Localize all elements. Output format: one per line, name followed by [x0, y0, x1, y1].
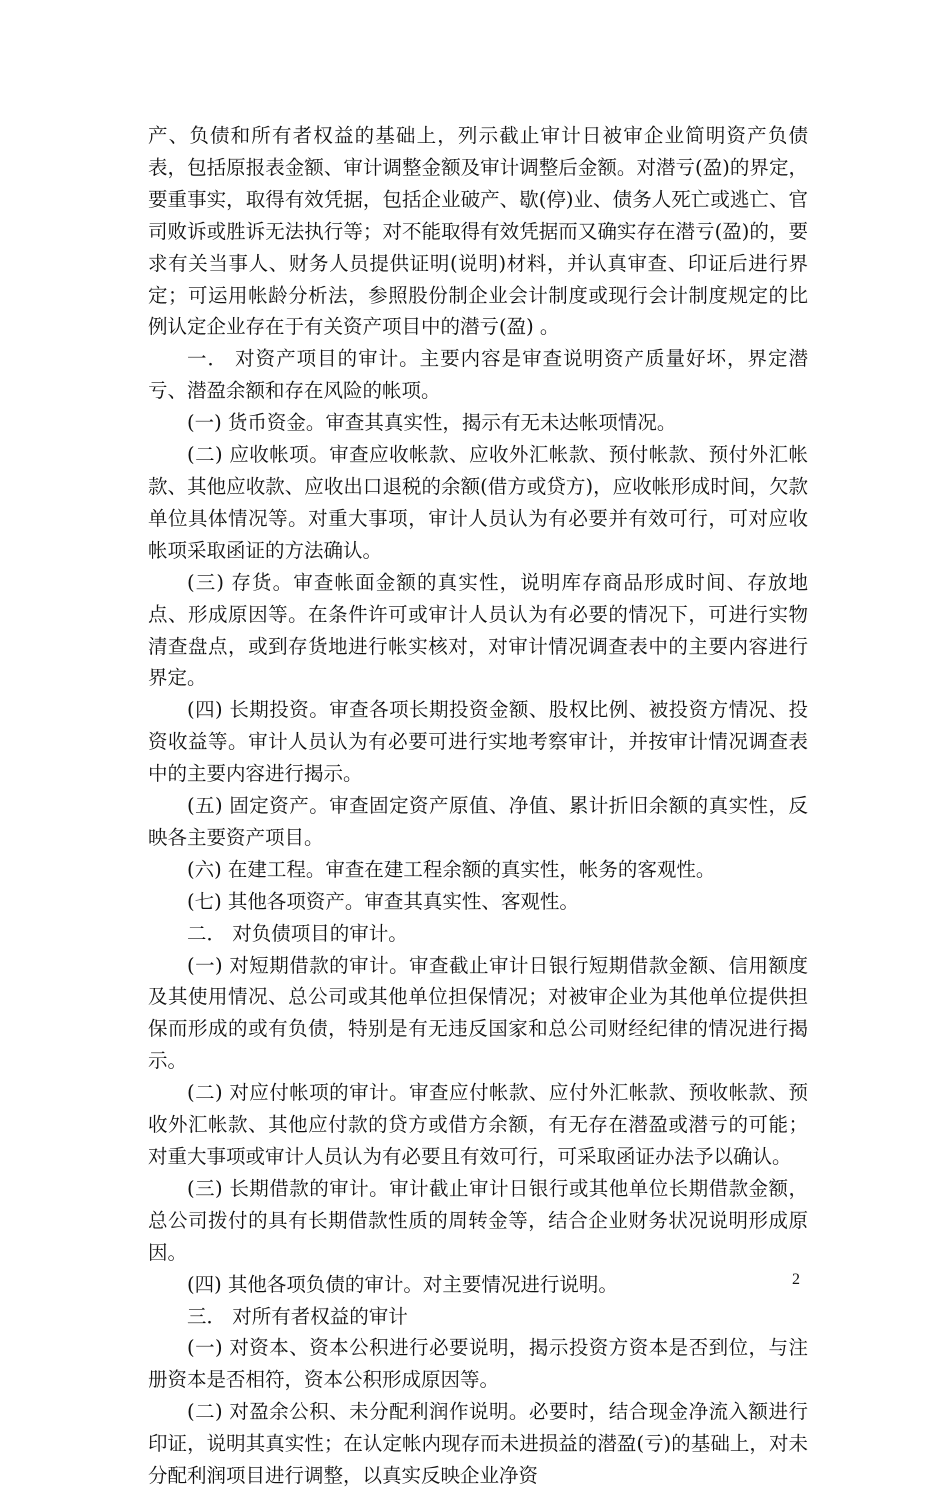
- heading-equity-audit: 三． 对所有者权益的审计: [187, 1304, 408, 1328]
- heading-asset-audit: 一． 对资产项目的审计。主要内容是审查说明资产质量好坏，界定潜亏、潜盈余额和存在风险的帐项。: [148, 347, 808, 403]
- item-capital: (一) 对资本、资本公积进行必要说明，揭示投资方资本是否到位，与注册资本是否相符，资本公积形成原因等。: [148, 1336, 808, 1392]
- item-other-liabilities: (四) 其他各项负债的审计。对主要情况进行说明。: [187, 1272, 618, 1296]
- item-long-term-investment: (四) 长期投资。审查各项长期投资金额、股权比例、被投资方情况、投资收益等。审计人员认为有必要可进行实地考察审计，并按审计情况调查表中的主要内容进行揭示。: [148, 698, 808, 786]
- heading-liability-audit: 二． 对负债项目的审计。: [187, 921, 408, 945]
- item-long-term-loans: (三) 长期借款的审计。审计截止审计日银行或其他单位长期借款金额，总公司拨付的具有长期借款性质的周转金等，结合企业财务状况说明形成原因。: [148, 1176, 808, 1264]
- item-receivables: (二) 应收帐项。审查应收帐款、应收外汇帐款、预付帐款、预付外汇帐款、其他应收款、应收出口退税的余额(借方或贷方)，应收帐形成时间，欠款单位具体情况等。对重大事项，审计人员认为有必要并有效可行，可对应收帐项采取函证的方法确认。: [148, 443, 808, 562]
- item-inventory: (三) 存货。审查帐面金额的真实性，说明库存商品形成时间、存放地点、形成原因等。在条件许可或审计人员认为有必要的情况下，可进行实物清查盘点，或到存货地进行帐实核对，对审计情况调查表中的主要内容进行界定。: [148, 570, 808, 690]
- item-construction-in-progress: (六) 在建工程。审查在建工程余额的真实性，帐务的客观性。: [187, 857, 716, 881]
- item-fixed-assets: (五) 固定资产。审查固定资产原值、净值、累计折旧余额的真实性，反映各主要资产项目。: [148, 794, 808, 849]
- item-monetary-funds: (一) 货币资金。审查其真实性，揭示有无未达帐项情况。: [187, 411, 677, 435]
- paragraph-intro: 产、负债和所有者权益的基础上，列示截止审计日被审企业简明资产负债表，包括原报表金额、审计调整金额及审计调整后金额。对潜亏(盈)的界定，要重事实，取得有效凭据，包括企业破产、歇(停)业、债务人死亡或逃亡、官司败诉或胜诉无法执行等；对不能取得有效凭据而又确实存在潜亏(盈)的，要求有关当事人、财务人员提供证明(说明)材料，并认真审查、印证后进行界定；可运用帐龄分析法，参照股份制企业会计制度或现行会计制度规定的比例认定企业存在于有关资产项目中的潜亏(盈) 。: [148, 124, 808, 339]
- item-short-term-loans: (一) 对短期借款的审计。审查截止审计日银行短期借款金额、信用额度及其使用情况、总公司或其他单位担保情况；对被审企业为其他单位提供担保而形成的或有负债，特别是有无违反国家和总公司财经纪律的情况进行揭示。: [148, 953, 808, 1073]
- page-number: 2: [792, 1271, 800, 1288]
- item-surplus-reserve: (二) 对盈余公积、未分配利润作说明。必要时，结合现金净流入额进行印证，说明其真实性；在认定帐内现存而未进损益的潜盈(亏)的基础上，对未分配利润项目进行调整，以真实反映企业净资: [148, 1400, 808, 1488]
- document-body: [148, 120, 808, 1492]
- item-other-assets: (七) 其他各项资产。审查其真实性、客观性。: [187, 889, 579, 913]
- item-payables: (二) 对应付帐项的审计。审查应付帐款、应付外汇帐款、预收帐款、预收外汇帐款、其他应付款的贷方或借方余额，有无存在潜盈或潜亏的可能；对重大事项或审计人员认为有必要且有效可行，可采取函证办法予以确认。: [148, 1081, 808, 1168]
